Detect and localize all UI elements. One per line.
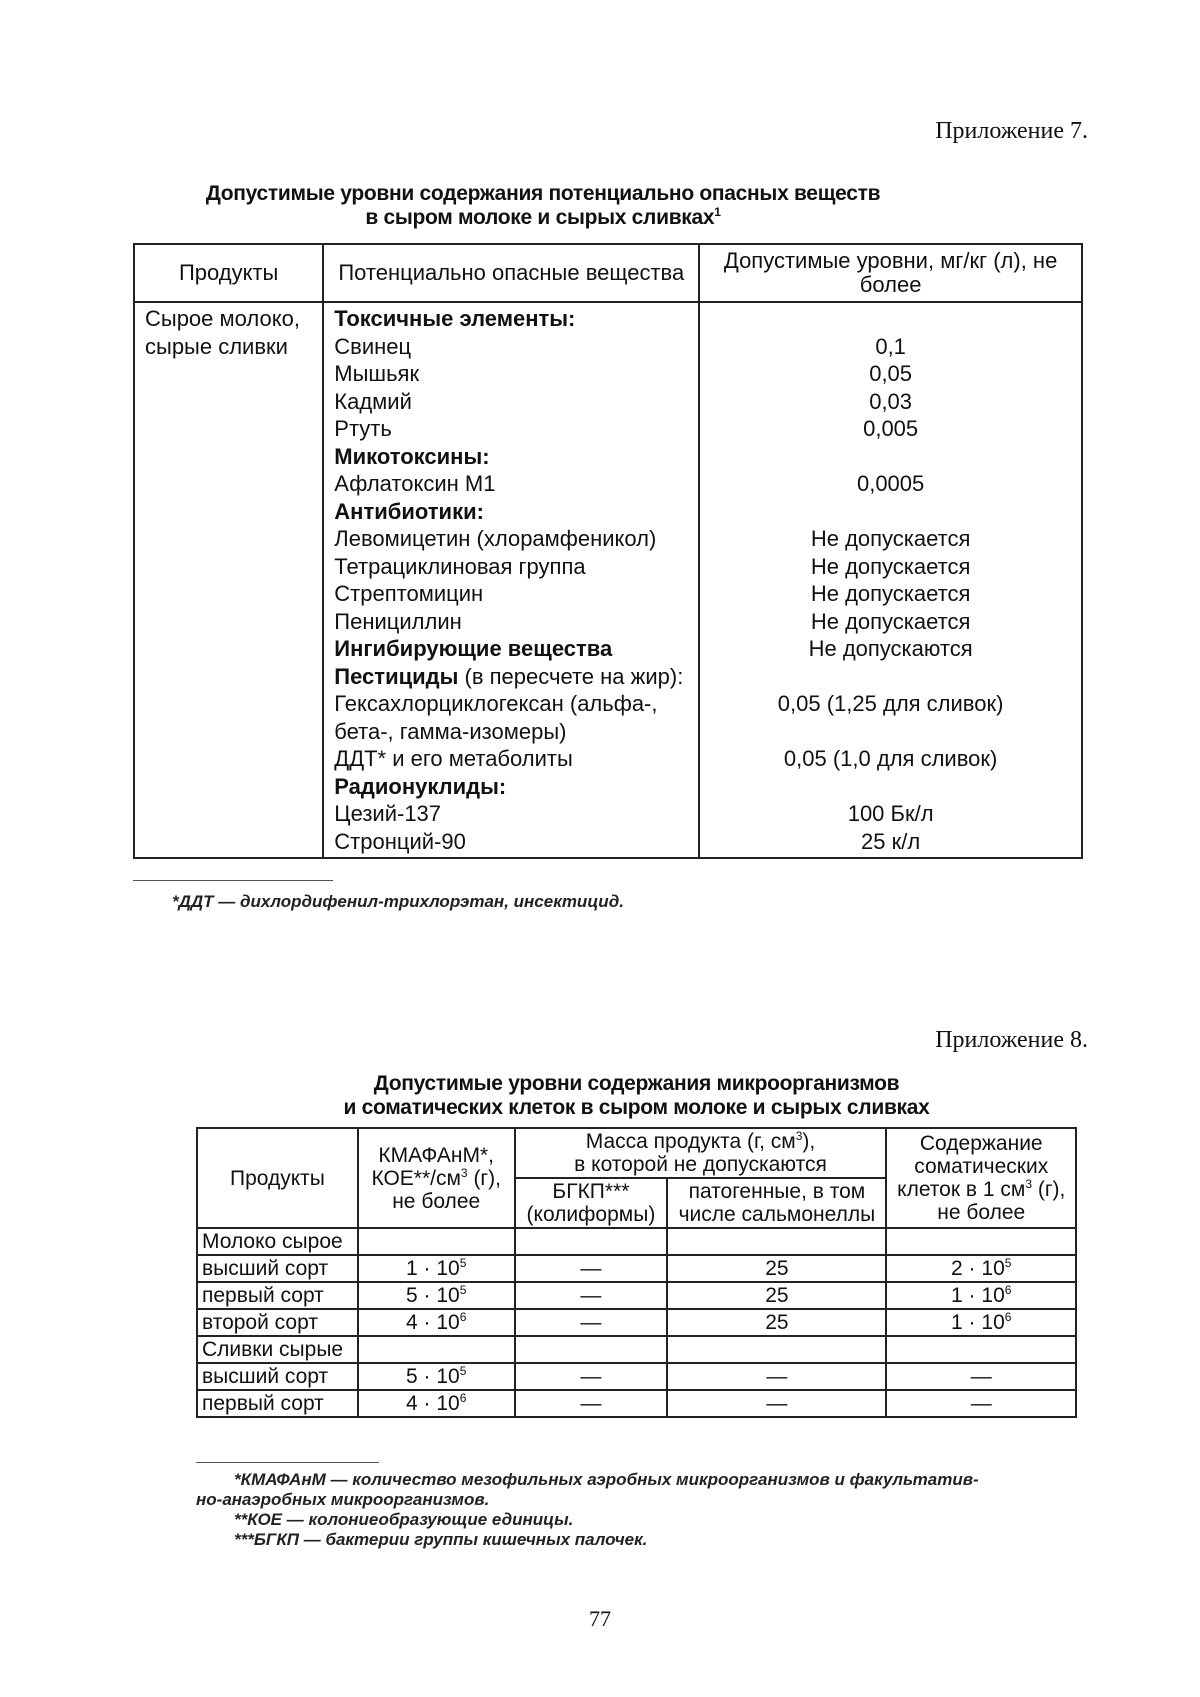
- permissible-level: 0,1: [875, 333, 906, 359]
- somatic-cell: [886, 1228, 1076, 1255]
- bgkp-cell: —: [515, 1309, 668, 1336]
- header-bgkp-line: (колиформы): [526, 1203, 656, 1226]
- table-row: [197, 1363, 1076, 1390]
- bgkp-cell: [515, 1228, 668, 1255]
- substance-group-heading: Пестициды (в пересчете на жир):: [334, 663, 684, 689]
- appendix-7-title: [133, 182, 953, 230]
- table-row: [197, 1336, 1076, 1363]
- header-somatic-line: Содержание: [919, 1132, 1043, 1155]
- table-row: [197, 1255, 1076, 1282]
- permissible-level: 25 к/л: [861, 828, 921, 854]
- header-kmafanm-line: $КОЕ**/см^3$ (г),: [371, 1165, 501, 1190]
- appendix-8-title: [196, 1072, 1077, 1120]
- table-header-row: [134, 244, 1082, 302]
- somatic-cell: —: [886, 1390, 1076, 1417]
- substance-group-heading: Антибиотики:: [334, 498, 484, 524]
- header-mass: [515, 1128, 887, 1178]
- substance-name: Мышьяк: [334, 361, 420, 386]
- permissible-level: 0,05 (1,25 для сливок): [777, 691, 1004, 716]
- kmafanm-cell: $5 \cdot 10^5$: [358, 1363, 515, 1390]
- header-pathogens-line: числе сальмонеллы: [678, 1203, 876, 1226]
- product-cell: Сливки сырые: [197, 1336, 358, 1363]
- product-line: сырые сливки: [145, 333, 288, 359]
- substance-name: Стронций-90: [334, 828, 466, 854]
- permissible-level: [710, 305, 1071, 333]
- permissible-level: Не допускаются: [808, 636, 973, 661]
- header-somatic-line: клеток в 1 $см^3$ (г),: [897, 1177, 1066, 1201]
- somatic-cell: —: [886, 1363, 1076, 1390]
- substance-name: ДДТ* и его метаболиты: [334, 746, 573, 771]
- table-body-row: [134, 302, 1082, 858]
- product-cell: первый сорт: [197, 1390, 358, 1417]
- substance-group-heading: Ингибирующие вещества: [334, 636, 613, 661]
- footnote-divider: [196, 1462, 379, 1463]
- permissible-level: [710, 443, 1071, 471]
- header-pathogens: [667, 1178, 886, 1228]
- substance-name: Левомицетин (хлорамфеникол): [334, 526, 657, 551]
- page-number: 77: [589, 1606, 611, 1631]
- table-row: [197, 1309, 1076, 1336]
- bgkp-cell: —: [515, 1282, 668, 1309]
- header-products: Продукты: [134, 244, 323, 302]
- header-somatic: [886, 1128, 1076, 1228]
- permissible-level: 0,0005: [856, 471, 925, 496]
- substance-name: Афлатоксин М1: [334, 471, 496, 496]
- bgkp-cell: —: [515, 1363, 668, 1390]
- substance-group-heading: Токсичные элементы:: [334, 306, 576, 331]
- kmafanm-cell: $1 \cdot 10^5$: [358, 1255, 515, 1282]
- substance-group-heading: Микотоксины:: [334, 443, 490, 469]
- header-mass-line: в которой не допускаются: [574, 1153, 827, 1176]
- substance-name: Гексахлорциклогексан (альфа-,: [334, 691, 658, 716]
- footnote-divider: [133, 880, 333, 881]
- footnote-bgkp: ***БГКП — бактерии группы кишечных палочек.: [234, 1530, 648, 1549]
- header-somatic-line: соматических: [914, 1155, 1049, 1178]
- kmafanm-cell: $5 \cdot 10^5$: [358, 1282, 515, 1309]
- bgkp-cell: [515, 1336, 668, 1363]
- appendix-7-label: Приложение 7.: [935, 118, 1088, 144]
- product-cell: высший сорт: [197, 1255, 358, 1282]
- permissible-level: Не допускается: [810, 608, 971, 634]
- appendix-7-title-sup: 1: [714, 205, 721, 219]
- appendix-8-label: Приложение 8.: [935, 1027, 1088, 1053]
- substance-name: Пенициллин: [334, 608, 462, 634]
- table-row: [197, 1228, 1076, 1255]
- somatic-cell: $1 \cdot 10^6$: [886, 1309, 1076, 1336]
- table-hazardous-substances: [133, 243, 1083, 859]
- somatic-cell: $1 \cdot 10^6$: [886, 1282, 1076, 1309]
- product-cell: [134, 302, 323, 858]
- permissible-level: [710, 773, 1071, 801]
- somatic-cell: [886, 1336, 1076, 1363]
- permissible-level: 0,05 (1,0 для сливок): [783, 746, 998, 771]
- substance-name: Свинец: [334, 333, 412, 359]
- values-cell: [699, 302, 1082, 858]
- substance-name: Кадмий: [334, 388, 412, 414]
- permissible-level: 0,005: [863, 416, 919, 441]
- bgkp-cell: —: [515, 1255, 668, 1282]
- substance-name: Ртуть: [334, 416, 392, 441]
- header-levels: Допустимые уровни, мг/кг (л), не более: [699, 244, 1082, 302]
- kmafanm-cell: $4 \cdot 10^6$: [358, 1309, 515, 1336]
- substances-cell: [323, 302, 699, 858]
- product-cell: второй сорт: [197, 1309, 358, 1336]
- header-kmafanm: [358, 1128, 515, 1228]
- substance-name: бета-, гамма-изомеры): [334, 718, 567, 744]
- header-pathogens-line: патогенные, в том: [688, 1180, 866, 1203]
- pathogens-cell: —: [667, 1363, 886, 1390]
- appendix-8-footnotes: [196, 1470, 1086, 1550]
- permissible-level: Не допускается: [810, 553, 971, 579]
- table-row: [197, 1390, 1076, 1417]
- footnote-kmafanm: *КМАФАнМ — количество мезофильных аэробных микроорганизмов и факультатив-: [234, 1470, 979, 1489]
- header-products: Продукты: [197, 1128, 358, 1228]
- header-somatic-line: не более: [937, 1201, 1026, 1224]
- header-bgkp-line: БГКП***: [552, 1180, 630, 1203]
- header-substances: Потенциально опасные вещества: [323, 244, 699, 302]
- kmafanm-cell: [358, 1336, 515, 1363]
- header-bgkp: [515, 1178, 668, 1228]
- header-mass-line: Масса продукта (г, $см^3$),: [585, 1129, 816, 1153]
- footnote-kmafanm-cont: но-анаэробных микроорганизмов.: [196, 1490, 490, 1509]
- permissible-level: 0,05: [869, 361, 913, 386]
- somatic-cell: $2 \cdot 10^5$: [886, 1255, 1076, 1282]
- permissible-level: 100 Бк/л: [847, 801, 934, 826]
- product-line: Сырое молоко,: [145, 306, 300, 331]
- appendix-8-title-line2: и соматических клеток в сыром молоке и сырых сливках: [343, 1096, 930, 1119]
- kmafanm-cell: $4 \cdot 10^6$: [358, 1390, 515, 1417]
- table-header-row: [197, 1128, 1076, 1178]
- header-kmafanm-line: не более: [392, 1189, 481, 1213]
- table-row: [197, 1282, 1076, 1309]
- table-microorganisms: [196, 1127, 1077, 1418]
- substance-name: Тетрациклиновая группа: [334, 553, 586, 579]
- pathogens-cell: [667, 1336, 886, 1363]
- permissible-level: Не допускается: [810, 526, 971, 551]
- header-kmafanm-line: КМАФАнМ*,: [378, 1143, 495, 1167]
- product-cell: первый сорт: [197, 1282, 358, 1309]
- appendix-7-footnote: *ДДТ — дихлордифенил-трихлорэтан, инсектицид.: [172, 892, 624, 911]
- substance-name: Стрептомицин: [334, 581, 484, 606]
- kmafanm-cell: [358, 1228, 515, 1255]
- pathogens-cell: [667, 1228, 886, 1255]
- permissible-level: [710, 663, 1071, 691]
- pathogens-cell: 25: [667, 1282, 886, 1309]
- bgkp-cell: —: [515, 1390, 668, 1417]
- pathogens-cell: 25: [667, 1255, 886, 1282]
- permissible-level: [710, 498, 1071, 526]
- permissible-level: 0,03: [869, 388, 913, 414]
- appendix-8-title-line1: Допустимые уровни содержания микроорганизмов: [373, 1072, 900, 1095]
- substance-group-heading: Радионуклиды:: [334, 773, 507, 799]
- product-cell: высший сорт: [197, 1363, 358, 1390]
- appendix-7-title-line1: Допустимые уровни содержания потенциально опасных веществ: [205, 182, 881, 205]
- permissible-level: [710, 718, 1071, 746]
- product-cell: Молоко сырое: [197, 1228, 358, 1255]
- permissible-level: Не допускается: [810, 581, 971, 606]
- footnote-koe: **КОЕ — колониеобразующие единицы.: [234, 1510, 574, 1529]
- substance-name: Цезий-137: [334, 801, 442, 826]
- appendix-7-title-line2: в сыром молоке и сырых сливках$^1$: [365, 205, 721, 229]
- pathogens-cell: —: [667, 1390, 886, 1417]
- pathogens-cell: 25: [667, 1309, 886, 1336]
